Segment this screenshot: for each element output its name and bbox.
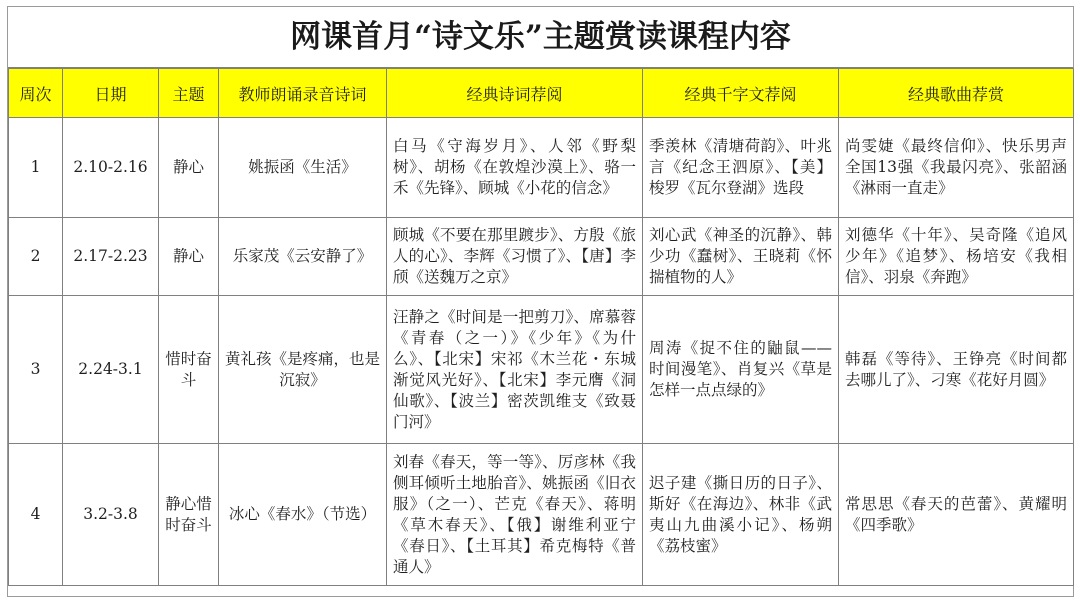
course-sheet — [7, 6, 1074, 597]
header-poetry: 经典诗词荐阅 — [387, 69, 643, 118]
page-title: 网课首月“诗文乐”主题赏读课程内容 — [8, 7, 1073, 68]
cell-songs: 韩磊《等待》、王铮亮《时间都去哪儿了》、刁寒《花好月圆》 — [839, 296, 1074, 444]
header-songs: 经典歌曲荐赏 — [839, 69, 1074, 118]
cell-theme: 静心 — [159, 118, 219, 218]
cell-teacher-recording: 乐家茂《云安静了》 — [219, 218, 387, 296]
header-theme: 主题 — [159, 69, 219, 118]
cell-poetry: 顾城《不要在那里踱步》、方殷《旅人的心》、李辉《习惯了》、【唐】李颀《送魏万之京》 — [387, 218, 643, 296]
cell-poetry: 刘春《春天，等一等》、厉彦林《我侧耳倾听土地胎音》、姚振函《旧衣服》（之一）、芒克《春天》、蒋明《草木春天》、【俄】谢维利亚宁《春日》、【土耳其】希克梅特《普通人》 — [387, 444, 643, 586]
cell-theme: 静心惜时奋斗 — [159, 444, 219, 586]
cell-prose: 刘心武《神圣的沉静》、韩少功《蠢树》、王晓莉《怀揣植物的人》 — [643, 218, 839, 296]
cell-prose: 迟子建《撕日历的日子》、斯好《在海边》、林非《武夷山九曲溪小记》、杨朔《荔枝蜜》 — [643, 444, 839, 586]
header-teacher-recording: 教师朗诵录音诗词 — [219, 69, 387, 118]
cell-week: 1 — [9, 118, 63, 218]
cell-songs: 刘德华《十年》、吴奇隆《追风少年》《追梦》、杨培安《我相信》、羽泉《奔跑》 — [839, 218, 1074, 296]
table-row — [9, 296, 1074, 444]
cell-teacher-recording: 黄礼孩《是疼痛，也是沉寂》 — [219, 296, 387, 444]
table-row — [9, 444, 1074, 586]
cell-date: 2.24-3.1 — [63, 296, 159, 444]
cell-theme: 惜时奋斗 — [159, 296, 219, 444]
cell-week: 3 — [9, 296, 63, 444]
cell-poetry: 白马《守海岁月》、人邻《野梨树》、胡杨《在敦煌沙漠上》、骆一禾《先锋》、顾城《小花的信念》 — [387, 118, 643, 218]
cell-theme: 静心 — [159, 218, 219, 296]
cell-songs: 常思思《春天的芭蕾》、黄耀明《四季歌》 — [839, 444, 1074, 586]
cell-week: 4 — [9, 444, 63, 586]
header-prose: 经典千字文荐阅 — [643, 69, 839, 118]
cell-poetry: 汪静之《时间是一把剪刀》、席慕蓉《青春（之一）》《少年》《为什么》、【北宋】宋祁《木兰花・东城渐觉风光好》、【北宋】李元膺《洞仙歌》、【波兰】密茨凯维支《致聂门河》 — [387, 296, 643, 444]
cell-prose: 季羡林《清塘荷韵》、叶兆言《纪念王泗原》、【美】梭罗《瓦尔登湖》选段 — [643, 118, 839, 218]
header-row — [9, 69, 1074, 118]
cell-week: 2 — [9, 218, 63, 296]
cell-date: 2.10-2.16 — [63, 118, 159, 218]
table-row — [9, 218, 1074, 296]
header-week: 周次 — [9, 69, 63, 118]
table-row — [9, 118, 1074, 218]
cell-prose: 周涛《捉不住的鼬鼠——时间漫笔》、肖复兴《草是怎样一点点绿的》 — [643, 296, 839, 444]
cell-teacher-recording: 姚振函《生活》 — [219, 118, 387, 218]
cell-date: 3.2-3.8 — [63, 444, 159, 586]
cell-date: 2.17-2.23 — [63, 218, 159, 296]
cell-teacher-recording: 冰心《春水》（节选） — [219, 444, 387, 586]
header-date: 日期 — [63, 69, 159, 118]
cell-songs: 尚雯婕《最终信仰》、快乐男声全国13强《我最闪亮》、张韶涵《淋雨一直走》 — [839, 118, 1074, 218]
course-table — [8, 68, 1074, 586]
